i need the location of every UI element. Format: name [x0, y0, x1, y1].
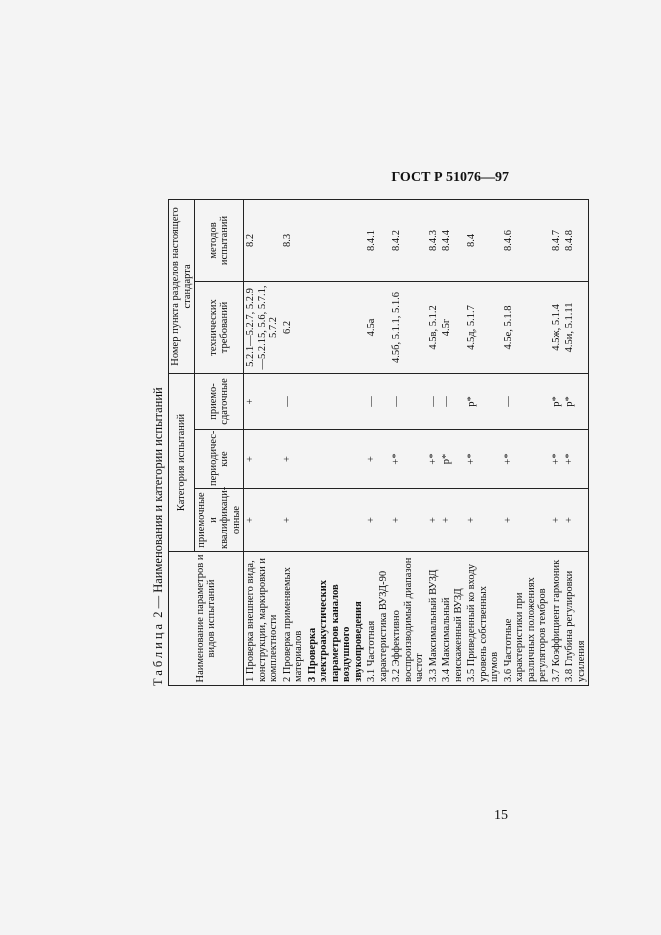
cell-methods: 8.4.8: [563, 199, 589, 281]
cell-periodic: [306, 430, 366, 489]
cell-periodic: +*: [427, 430, 441, 489]
caption-text: 2 — Наименования и категории испытаний: [151, 387, 165, 621]
cell-acceptance: +: [390, 489, 427, 552]
header-methods: методов испытаний: [195, 199, 244, 281]
cell-handover: —: [365, 373, 390, 429]
cell-handover: [306, 373, 366, 429]
cell-acceptance: +: [550, 489, 564, 552]
cell-periodic: +*: [390, 430, 427, 489]
cell-requirements: 4.5и, 5.1.11: [563, 281, 589, 373]
cell-requirements: 4.5е, 5.1.8: [502, 281, 550, 373]
cell-acceptance: +: [465, 489, 502, 552]
table-row: [550, 199, 564, 685]
cell-periodic: p*: [440, 430, 465, 489]
cell-requirements: [306, 281, 366, 373]
table-row: [390, 199, 427, 685]
table-row: [365, 199, 390, 685]
cell-methods: 8.4.7: [550, 199, 564, 281]
cell-methods: [306, 199, 366, 281]
table-body: [244, 199, 589, 685]
cell-methods: 8.4.3: [427, 199, 441, 281]
header-periodic: периодичес-кие: [195, 430, 244, 489]
cell-periodic: +*: [563, 430, 589, 489]
cell-methods: 8.3: [281, 199, 306, 281]
cell-methods: 8.4.6: [502, 199, 550, 281]
cell-name: 2 Проверка применяемых материалов: [281, 552, 306, 686]
cell-periodic: +*: [502, 430, 550, 489]
cell-acceptance: +: [440, 489, 465, 552]
cell-handover: —: [281, 373, 306, 429]
cell-acceptance: +: [365, 489, 390, 552]
cell-requirements: 4.5ж, 5.1.4: [550, 281, 564, 373]
cell-acceptance: +: [427, 489, 441, 552]
cell-name: 3.4 Максимальный неискаженный ВУЗД: [440, 552, 465, 686]
cell-acceptance: +: [281, 489, 306, 552]
cell-requirements: 4.5в, 5.1.2: [427, 281, 441, 373]
table-row: [281, 199, 306, 685]
cell-name: 1 Проверка внешнего вида, конструкции, маркировки и комплектности: [244, 552, 281, 686]
rotated-table-block: [148, 200, 587, 686]
table-row: [440, 199, 465, 685]
table-row: [427, 199, 441, 685]
cell-requirements: 5.2.1—5.2.7, 5.2.9—5.2.15, 5.6, 5.7.1, 5.7.2: [244, 281, 281, 373]
table-row: [563, 199, 589, 685]
cell-periodic: +: [281, 430, 306, 489]
cell-methods: 8.2: [244, 199, 281, 281]
cell-handover: p*: [465, 373, 502, 429]
table-row: [244, 199, 281, 685]
table-row: [465, 199, 502, 685]
cell-name: 3.6 Частотные характеристики при различных положениях регуляторов тембров: [502, 552, 550, 686]
cell-requirements: 4.5д, 5.1.7: [465, 281, 502, 373]
cell-methods: 8.4.1: [365, 199, 390, 281]
cell-name: 3.5 Приведенный ко входу уровень собственных шумов: [465, 552, 502, 686]
page-number: 15: [494, 808, 508, 823]
cell-periodic: +: [244, 430, 281, 489]
caption-label: Таблица: [151, 620, 165, 686]
cell-requirements: 4.5б, 5.1.1, 5.1.6: [390, 281, 427, 373]
cell-name: 3.2 Эффективно воспроизводимый диапазон частот: [390, 552, 427, 686]
cell-name: 3.1 Частотная характеристика ВУЗД-90: [365, 552, 390, 686]
table-caption: [148, 200, 168, 686]
cell-methods: 8.4: [465, 199, 502, 281]
header-category-group: Категория испытаний: [169, 373, 195, 551]
cell-methods: 8.4.4: [440, 199, 465, 281]
table-row: [306, 199, 366, 685]
cell-requirements: 4.5а: [365, 281, 390, 373]
header-sections-group: Номер пункта разделов настоящего стандарта: [169, 199, 195, 373]
cell-requirements: 6.2: [281, 281, 306, 373]
header-name: Наименование параметров и видов испытаний: [169, 552, 244, 686]
cell-handover: p*: [563, 373, 589, 429]
cell-handover: —: [440, 373, 465, 429]
cell-handover: p*: [550, 373, 564, 429]
table-row: [502, 199, 550, 685]
cell-handover: +: [244, 373, 281, 429]
cell-periodic: +*: [465, 430, 502, 489]
cell-requirements: 4.5г: [440, 281, 465, 373]
cell-name: 3.3 Максимальный ВУЗД: [427, 552, 441, 686]
cell-acceptance: +: [563, 489, 589, 552]
cell-name: 3.7 Коэффициент гармоник: [550, 552, 564, 686]
cell-acceptance: [306, 489, 366, 552]
cell-handover: —: [390, 373, 427, 429]
cell-acceptance: +: [502, 489, 550, 552]
header-requirements: технических требований: [195, 281, 244, 373]
cell-methods: 8.4.2: [390, 199, 427, 281]
cell-periodic: +: [365, 430, 390, 489]
cell-name: 3 Проверка электроакустических параметров каналов воздушного звукопроведения: [306, 552, 366, 686]
standard-id: ГОСТ Р 51076—97: [391, 170, 509, 185]
header-acceptance: приемочные и квалификаци-онные: [195, 489, 244, 552]
cell-name: 3.8 Глубина регулировки усиления: [563, 552, 589, 686]
tests-table: [168, 199, 589, 686]
cell-periodic: +*: [550, 430, 564, 489]
cell-handover: —: [427, 373, 441, 429]
cell-handover: —: [502, 373, 550, 429]
header-handover: приемо-сдаточные: [195, 373, 244, 429]
cell-acceptance: +: [244, 489, 281, 552]
